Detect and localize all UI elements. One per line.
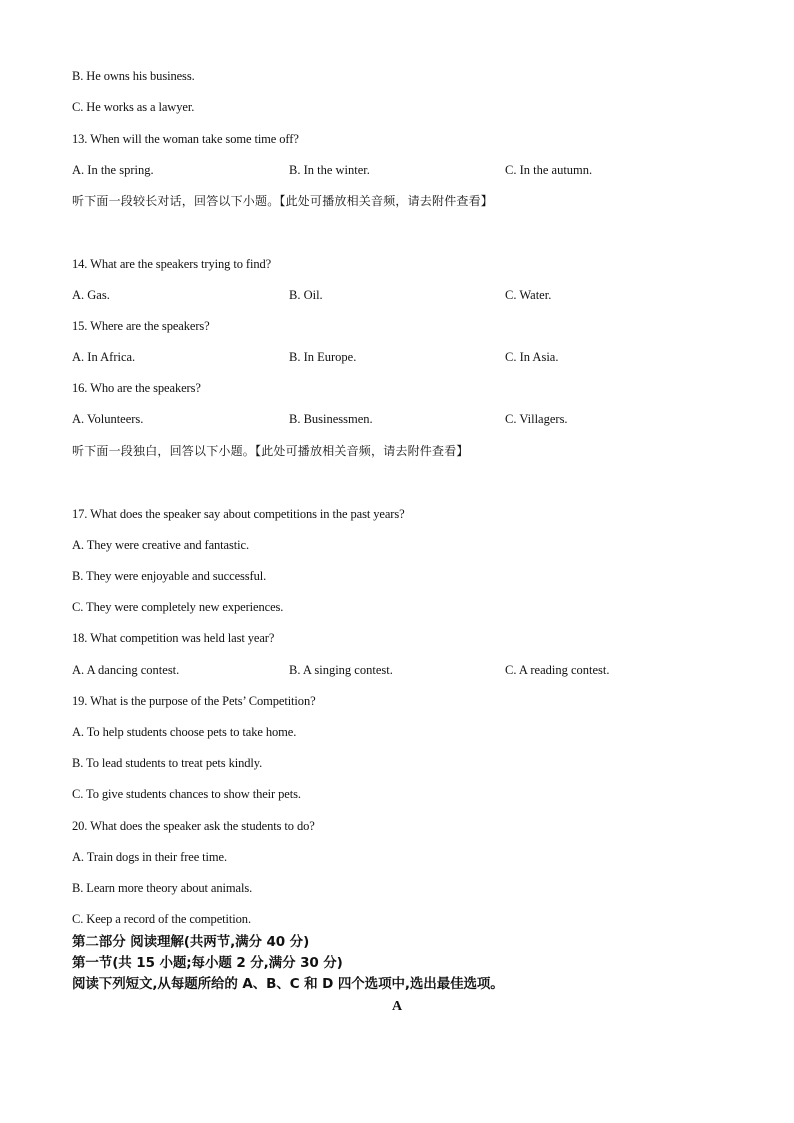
q17-option-b: B. They were enjoyable and successful.	[72, 569, 267, 583]
part2-instruction: 阅读下列短文,从每题所给的 A、B、C 和 D 四个选项中,选出最佳选项。	[72, 976, 504, 992]
q18-option-c: C. A reading contest.	[505, 663, 610, 677]
part2-section1-title: 第一节(共 15 小题;每小题 2 分,满分 30 分)	[72, 955, 343, 971]
q18-option-b: B. A singing contest.	[289, 663, 393, 677]
q20-option-c: C. Keep a record of the competition.	[72, 912, 251, 926]
q20-option-a: A. Train dogs in their free time.	[72, 850, 228, 864]
q15-question: 15. Where are the speakers?	[72, 319, 210, 333]
q19-question: 19. What is the purpose of the Pets’ Competition?	[72, 694, 316, 708]
q12-option-b: B. He owns his business.	[72, 69, 195, 83]
q19-option-b: B. To lead students to treat pets kindly.	[72, 756, 263, 770]
q15-option-b: B. In Europe.	[289, 350, 357, 364]
q19-option-c: C. To give students chances to show their pets.	[72, 787, 301, 801]
q14-option-a: A. Gas.	[72, 288, 110, 302]
q16-option-a: A. Volunteers.	[72, 412, 144, 426]
q16-option-b: B. Businessmen.	[289, 412, 373, 426]
q16-question: 16. Who are the speakers?	[72, 381, 201, 395]
q18-question: 18. What competition was held last year?	[72, 631, 275, 645]
q14-question: 14. What are the speakers trying to find?	[72, 257, 272, 271]
q15-option-c: C. In Asia.	[505, 350, 559, 364]
q17-option-a: A. They were creative and fantastic.	[72, 538, 249, 552]
q13-question: 13. When will the woman take some time off?	[72, 132, 299, 146]
q14-option-c: C. Water.	[505, 288, 552, 302]
q18-option-a: A. A dancing contest.	[72, 663, 180, 677]
passage-label: A	[391, 999, 403, 1014]
q13-option-c: C. In the autumn.	[505, 163, 593, 177]
q17-option-c: C. They were completely new experiences.	[72, 600, 284, 614]
q16-option-c: C. Villagers.	[505, 412, 568, 426]
q17-question: 17. What does the speaker say about competitions in the past years?	[72, 507, 405, 521]
listening-instruction-monologue: 听下面一段独白，回答以下小题。【此处可播放相关音频，请去附件查看】	[72, 444, 469, 458]
q20-question: 20. What does the speaker ask the students to do?	[72, 819, 315, 833]
q20-option-b: B. Learn more theory about animals.	[72, 881, 253, 895]
q12-option-c: C. He works as a lawyer.	[72, 100, 195, 114]
q14-option-b: B. Oil.	[289, 288, 323, 302]
q13-option-b: B. In the winter.	[289, 163, 370, 177]
q15-option-a: A. In Africa.	[72, 350, 136, 364]
q13-option-a: A. In the spring.	[72, 163, 154, 177]
q19-option-a: A. To help students choose pets to take home.	[72, 725, 297, 739]
part2-title: 第二部分 阅读理解(共两节,满分 40 分)	[72, 934, 310, 950]
listening-instruction-long: 听下面一段较长对话，回答以下小题。【此处可播放相关音频，请去附件查看】	[72, 194, 494, 208]
